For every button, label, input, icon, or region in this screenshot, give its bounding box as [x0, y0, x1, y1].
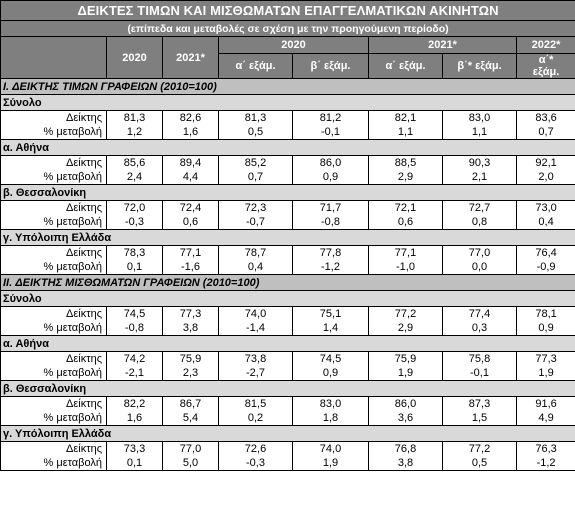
change-row — [1, 456, 575, 471]
index-value: 74,5 — [107, 307, 163, 322]
section-title: II. ΔΕΙΚΤΗΣ ΜΙΣΘΩΜΑΤΩΝ ΓΡΑΦΕΙΩΝ (2010=100) — [1, 275, 575, 291]
index-label: Δείκτης — [1, 246, 107, 261]
index-value: 74,0 — [219, 307, 293, 322]
change-value: 0,1 — [107, 456, 163, 471]
index-label: Δείκτης — [1, 442, 107, 457]
change-value: 1,6 — [107, 411, 163, 426]
header-corner — [1, 37, 107, 79]
header-year-2020: 2020 — [107, 37, 163, 79]
index-value: 72,3 — [219, 201, 293, 216]
index-value: 85,2 — [219, 156, 293, 171]
index-value: 78,3 — [107, 246, 163, 261]
group-label: β. Θεσσαλονίκη — [3, 382, 87, 395]
group-row — [1, 95, 575, 111]
group-name — [1, 140, 575, 156]
index-value: 77,2 — [369, 307, 443, 322]
change-value: 4,9 — [517, 411, 575, 426]
index-value: 82,2 — [107, 397, 163, 412]
index-row — [1, 397, 575, 412]
change-value: 0,7 — [219, 170, 293, 185]
change-value: 1,2 — [107, 125, 163, 140]
change-label: % μεταβολή — [1, 170, 107, 185]
change-value: 0,0 — [443, 260, 517, 275]
header-h2-2020: β΄ εξάμ. — [293, 54, 369, 79]
change-value: 0,6 — [369, 215, 443, 230]
group-name — [1, 230, 575, 246]
header-h1-2022-top: α΄* — [538, 54, 554, 66]
group-label: α. Αθήνα — [3, 141, 49, 154]
change-value: 1,1 — [369, 125, 443, 140]
index-value: 86,7 — [163, 397, 219, 412]
index-value: 91,6 — [517, 397, 575, 412]
change-value: 5,4 — [163, 411, 219, 426]
index-row — [1, 246, 575, 261]
change-value: 1,9 — [293, 456, 369, 471]
change-value: 2,1 — [443, 170, 517, 185]
group-row — [1, 381, 575, 397]
change-row — [1, 321, 575, 336]
change-value: -2,1 — [107, 366, 163, 381]
index-row — [1, 352, 575, 367]
group-name — [1, 185, 575, 201]
group-name — [1, 95, 575, 111]
index-value: 77,0 — [163, 442, 219, 457]
change-label: % μεταβολή — [1, 215, 107, 230]
index-value: 76,3 — [517, 442, 575, 457]
group-name — [1, 291, 575, 307]
change-value: 4,4 — [163, 170, 219, 185]
index-value: 86,0 — [369, 397, 443, 412]
index-value: 77,1 — [369, 246, 443, 261]
change-value: -2,7 — [219, 366, 293, 381]
header-year-2021: 2021* — [163, 37, 219, 79]
change-value: -0,1 — [443, 366, 517, 381]
index-value: 77,8 — [293, 246, 369, 261]
index-value: 72,1 — [369, 201, 443, 216]
index-value: 81,3 — [107, 111, 163, 126]
index-row — [1, 307, 575, 322]
group-label: γ. Υπόλοιπη Ελλάδα — [3, 427, 112, 440]
index-value: 72,4 — [163, 201, 219, 216]
index-value: 72,6 — [219, 442, 293, 457]
change-label: % μεταβολή — [1, 411, 107, 426]
index-value: 92,1 — [517, 156, 575, 171]
change-value: 3,8 — [163, 321, 219, 336]
change-value: -1,0 — [369, 260, 443, 275]
index-value: 75,1 — [293, 307, 369, 322]
index-label: Δείκτης — [1, 156, 107, 171]
index-value: 81,3 — [219, 111, 293, 126]
group-row — [1, 426, 575, 442]
index-value: 81,5 — [219, 397, 293, 412]
index-value: 75,9 — [163, 352, 219, 367]
index-value: 82,1 — [369, 111, 443, 126]
change-value: 1,8 — [293, 411, 369, 426]
change-label: % μεταβολή — [1, 125, 107, 140]
group-row — [1, 336, 575, 352]
group-row — [1, 291, 575, 307]
index-value: 86,0 — [293, 156, 369, 171]
index-value: 88,5 — [369, 156, 443, 171]
header-group-2022: 2022* — [517, 37, 575, 54]
index-value: 82,6 — [163, 111, 219, 126]
index-value: 75,9 — [369, 352, 443, 367]
change-value: -0,3 — [219, 456, 293, 471]
group-label: γ. Υπόλοιπη Ελλάδα — [3, 231, 112, 244]
change-value: 5,0 — [163, 456, 219, 471]
index-value: 75,8 — [443, 352, 517, 367]
group-label: Σύνολο — [3, 292, 42, 305]
change-value: -0,9 — [517, 260, 575, 275]
index-value: 81,2 — [293, 111, 369, 126]
index-value: 87,3 — [443, 397, 517, 412]
table-subtitle: (επίπεδα και μεταβολές σε σχέση με την προηγούμενη περίοδο) — [1, 21, 575, 37]
index-value: 73,8 — [219, 352, 293, 367]
group-row — [1, 140, 575, 156]
group-name — [1, 426, 575, 442]
index-value: 89,4 — [163, 156, 219, 171]
change-value: 0,9 — [293, 170, 369, 185]
change-value: -1,4 — [219, 321, 293, 336]
index-value: 71,7 — [293, 201, 369, 216]
index-value: 73,0 — [517, 201, 575, 216]
change-value: 0,8 — [443, 215, 517, 230]
group-name — [1, 336, 575, 352]
index-value: 83,0 — [293, 397, 369, 412]
index-value: 83,6 — [517, 111, 575, 126]
header-h1-2022-bottom: εξάμ. — [532, 66, 560, 78]
change-value: 1,5 — [443, 411, 517, 426]
index-value: 77,1 — [163, 246, 219, 261]
change-value: -1,2 — [293, 260, 369, 275]
change-value: 0,4 — [517, 215, 575, 230]
index-value: 74,0 — [293, 442, 369, 457]
index-value: 72,0 — [107, 201, 163, 216]
index-value: 78,1 — [517, 307, 575, 322]
change-value: 0,6 — [163, 215, 219, 230]
index-label: Δείκτης — [1, 352, 107, 367]
index-row — [1, 111, 575, 126]
change-value: 1,6 — [163, 125, 219, 140]
index-label: Δείκτης — [1, 307, 107, 322]
header-h1-2020: α΄ εξάμ. — [219, 54, 293, 79]
index-value: 77,3 — [517, 352, 575, 367]
index-row — [1, 442, 575, 457]
group-label: α. Αθήνα — [3, 337, 49, 350]
header-h2-2021: β΄* εξάμ. — [443, 54, 517, 79]
change-value: 3,6 — [369, 411, 443, 426]
change-value: 0,5 — [443, 456, 517, 471]
change-label: % μεταβολή — [1, 366, 107, 381]
index-value: 90,3 — [443, 156, 517, 171]
index-value: 78,7 — [219, 246, 293, 261]
index-value: 76,8 — [369, 442, 443, 457]
change-label: % μεταβολή — [1, 321, 107, 336]
change-value: -0,7 — [219, 215, 293, 230]
change-value: 0,3 — [443, 321, 517, 336]
index-row — [1, 156, 575, 171]
index-label: Δείκτης — [1, 201, 107, 216]
change-label: % μεταβολή — [1, 260, 107, 275]
change-value: 0,7 — [517, 125, 575, 140]
change-value: -0,3 — [107, 215, 163, 230]
header-h1-2022 — [517, 54, 575, 79]
change-value: 3,8 — [369, 456, 443, 471]
change-value: 1,4 — [293, 321, 369, 336]
change-value: 1,9 — [369, 366, 443, 381]
group-row — [1, 185, 575, 201]
change-value: 1,9 — [517, 366, 575, 381]
change-value: 0,1 — [107, 260, 163, 275]
change-value: -1,6 — [163, 260, 219, 275]
group-row — [1, 230, 575, 246]
index-value: 77,4 — [443, 307, 517, 322]
index-value: 73,3 — [107, 442, 163, 457]
change-value: -0,8 — [107, 321, 163, 336]
change-label: % μεταβολή — [1, 456, 107, 471]
change-row — [1, 366, 575, 381]
change-value: -0,1 — [293, 125, 369, 140]
index-value: 76,4 — [517, 246, 575, 261]
section-title: I. ΔΕΙΚΤΗΣ ΤΙΜΩΝ ΓΡΑΦΕΙΩΝ (2010=100) — [1, 79, 575, 95]
change-row — [1, 170, 575, 185]
index-row — [1, 201, 575, 216]
index-value: 83,0 — [443, 111, 517, 126]
header-group-2020: 2020 — [219, 37, 369, 54]
change-value: 0,9 — [293, 366, 369, 381]
header-group-2021: 2021* — [369, 37, 517, 54]
change-value: 2,0 — [517, 170, 575, 185]
change-value: 2,9 — [369, 170, 443, 185]
change-row — [1, 411, 575, 426]
change-row — [1, 260, 575, 275]
change-value: 2,4 — [107, 170, 163, 185]
index-value: 74,2 — [107, 352, 163, 367]
index-label: Δείκτης — [1, 397, 107, 412]
change-row — [1, 215, 575, 230]
table-body — [1, 79, 575, 471]
index-value: 74,5 — [293, 352, 369, 367]
change-value: 0,9 — [517, 321, 575, 336]
change-value: 0,5 — [219, 125, 293, 140]
group-label: β. Θεσσαλονίκη — [3, 186, 87, 199]
change-value: -1,2 — [517, 456, 575, 471]
change-value: 0,4 — [219, 260, 293, 275]
section-row — [1, 275, 575, 291]
index-value: 77,3 — [163, 307, 219, 322]
index-label: Δείκτης — [1, 111, 107, 126]
index-value: 77,2 — [443, 442, 517, 457]
change-value: 1,1 — [443, 125, 517, 140]
header-h1-2021: α΄ εξάμ. — [369, 54, 443, 79]
change-value: 0,2 — [219, 411, 293, 426]
table-title: ΔΕΙΚΤΕΣ ΤΙΜΩΝ ΚΑΙ ΜΙΣΘΩΜΑΤΩΝ ΕΠΑΓΓΕΛΜΑΤΙΚΩΝ ΑΚΙΝΗΤΩΝ — [1, 1, 575, 21]
group-name — [1, 381, 575, 397]
index-value: 72,7 — [443, 201, 517, 216]
change-row — [1, 125, 575, 140]
index-value: 77,0 — [443, 246, 517, 261]
section-row — [1, 79, 575, 95]
change-value: 2,9 — [369, 321, 443, 336]
group-label: Σύνολο — [3, 96, 42, 109]
index-value: 85,6 — [107, 156, 163, 171]
change-value: 2,3 — [163, 366, 219, 381]
change-value: -0,8 — [293, 215, 369, 230]
